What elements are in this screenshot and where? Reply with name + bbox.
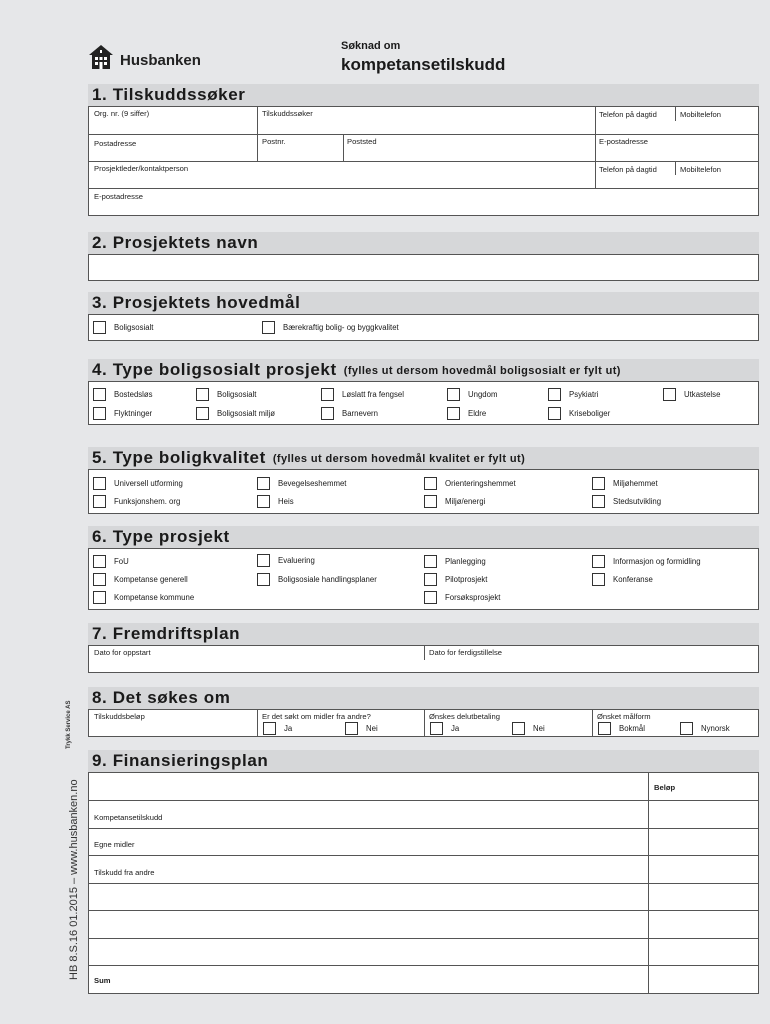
section-note: (fylles ut dersom hovedmål boligsosialt er fylt ut) bbox=[343, 365, 621, 377]
postal-address-field[interactable]: Postadresse bbox=[94, 139, 137, 148]
section-7-progress-plan bbox=[88, 623, 759, 673]
section-title: 2. Prosjektets navn bbox=[92, 233, 259, 252]
section-1-applicant bbox=[88, 84, 759, 216]
phone-field[interactable]: Telefon på dagtid bbox=[599, 110, 657, 119]
document-title bbox=[341, 40, 505, 75]
husbanken-logo bbox=[88, 44, 201, 70]
email-field[interactable]: E-postadresse bbox=[599, 137, 648, 146]
husbanken-logo-icon bbox=[88, 44, 114, 70]
checkbox-planlegging[interactable]: Planlegging bbox=[424, 555, 486, 568]
checkbox-konferanse[interactable]: Konferanse bbox=[592, 573, 653, 586]
section-8-application bbox=[88, 687, 759, 737]
checkbox-boligsosialt[interactable]: Boligsosialt bbox=[196, 388, 256, 401]
section-note: (fylles ut dersom hovedmål kvalitet er fylt ut) bbox=[272, 453, 526, 465]
checkbox-informasjon[interactable]: Informasjon og formidling bbox=[592, 555, 701, 568]
section-title: 8. Det søkes om bbox=[92, 688, 231, 707]
checkbox-boligsosialt-miljo[interactable]: Boligsosialt miljø bbox=[196, 407, 275, 420]
section-9-financing-plan bbox=[88, 750, 759, 994]
postal-place-field[interactable]: Poststed bbox=[347, 137, 377, 146]
checkbox-fou[interactable]: FoU bbox=[93, 555, 129, 568]
section-2-project-name bbox=[88, 232, 759, 281]
checkbox-orienteringshemmet[interactable]: Orienteringshemmet bbox=[424, 477, 516, 490]
checkbox-kompetanse-generell[interactable]: Kompetanse generell bbox=[93, 573, 188, 586]
checkbox-evaluering[interactable]: Evaluering bbox=[257, 554, 315, 567]
postal-code-field[interactable]: Postnr. bbox=[262, 137, 286, 146]
row-tilskudd-fra-andre: Tilskudd fra andre bbox=[94, 868, 155, 877]
checkbox-loslatt[interactable]: Løslatt fra fengsel bbox=[321, 388, 404, 401]
checkbox-nynorsk[interactable]: Nynorsk bbox=[680, 722, 730, 735]
contact-email-field[interactable]: E-postadresse bbox=[94, 192, 143, 201]
section-title: 6. Type prosjekt bbox=[92, 527, 230, 546]
checkbox-forsoksprosjekt[interactable]: Forsøksprosjekt bbox=[424, 591, 500, 604]
checkbox-bevegelseshemmet[interactable]: Bevegelseshemmet bbox=[257, 477, 346, 490]
checkbox-other-ja[interactable]: Ja bbox=[263, 722, 292, 735]
checkbox-handlingsplaner[interactable]: Boligsosiale handlingsplaner bbox=[257, 573, 377, 586]
checkbox-boligsosialt[interactable]: Boligsosialt bbox=[93, 321, 153, 334]
applicant-fields bbox=[88, 106, 759, 216]
section-title: 1. Tilskuddssøker bbox=[92, 85, 246, 104]
title-big: kompetansetilskudd bbox=[341, 55, 506, 74]
checkbox-delut-ja[interactable]: Ja bbox=[430, 722, 459, 735]
mobile-field[interactable]: Mobiltelefon bbox=[680, 110, 721, 119]
section-5-housing-quality bbox=[88, 447, 759, 514]
applicant-name-field[interactable]: Tilskuddssøker bbox=[262, 109, 313, 118]
end-date-field[interactable]: Dato for ferdigstillelse bbox=[429, 648, 503, 657]
checkbox-baerekraftig[interactable]: Bærekraftig bolig- og byggkvalitet bbox=[262, 321, 399, 334]
checkbox-ungdom[interactable]: Ungdom bbox=[447, 388, 497, 401]
section-title: 4. Type boligsosialt prosjekt bbox=[92, 360, 337, 379]
printer-name: Trykk Service AS bbox=[66, 700, 72, 749]
checkbox-miljo-energi[interactable]: Miljø/energi bbox=[424, 495, 485, 508]
checkbox-universell-utforming[interactable]: Universell utforming bbox=[93, 477, 183, 490]
contact-phone-field[interactable]: Telefon på dagtid bbox=[599, 165, 657, 174]
checkbox-kompetanse-kommune[interactable]: Kompetanse kommune bbox=[93, 591, 194, 604]
checkbox-barnevern[interactable]: Barnevern bbox=[321, 407, 378, 420]
checkbox-bokmal[interactable]: Bokmål bbox=[598, 722, 645, 735]
logo-text: Husbanken bbox=[120, 52, 201, 69]
section-title: 3. Prosjektets hovedmål bbox=[92, 293, 301, 312]
contact-mobile-field[interactable]: Mobiltelefon bbox=[680, 165, 721, 174]
row-kompetansetilskudd: Kompetansetilskudd bbox=[94, 813, 163, 822]
contact-person-field[interactable]: Prosjektleder/kontaktperson bbox=[94, 164, 189, 173]
section-6-project-type bbox=[88, 526, 759, 610]
checkbox-psykiatri[interactable]: Psykiatri bbox=[548, 388, 598, 401]
row-sum: Sum bbox=[94, 976, 111, 985]
checkbox-kriseboliger[interactable]: Kriseboliger bbox=[548, 407, 610, 420]
checkbox-utkastelse[interactable]: Utkastelse bbox=[663, 388, 720, 401]
section-title: 5. Type boligkvalitet bbox=[92, 448, 266, 467]
language-label: Ønsket målform bbox=[597, 712, 651, 721]
checkbox-heis[interactable]: Heis bbox=[257, 495, 294, 508]
page-header bbox=[0, 0, 770, 84]
financing-table bbox=[88, 772, 759, 994]
project-name-field[interactable] bbox=[88, 254, 759, 281]
checkbox-other-nei[interactable]: Nei bbox=[345, 722, 378, 735]
section-title: 7. Fremdriftsplan bbox=[92, 624, 241, 643]
amount-column-header: Beløp bbox=[654, 783, 676, 792]
title-small: Søknad om bbox=[341, 40, 401, 52]
section-title: 9. Finansieringsplan bbox=[92, 751, 269, 770]
checkbox-flyktninger[interactable]: Flyktninger bbox=[93, 407, 152, 420]
checkbox-bostedslos[interactable]: Bostedsløs bbox=[93, 388, 153, 401]
form-code: HB 8.S.16 01.2015 – www.husbanken.no bbox=[68, 779, 80, 980]
checkbox-stedsutvikling[interactable]: Stedsutvikling bbox=[592, 495, 661, 508]
checkbox-eldre[interactable]: Eldre bbox=[447, 407, 486, 420]
start-date-field[interactable]: Dato for oppstart bbox=[94, 648, 151, 657]
checkbox-delut-nei[interactable]: Nei bbox=[512, 722, 545, 735]
checkbox-funksjonshem-org[interactable]: Funksjonshem. org bbox=[93, 495, 180, 508]
org-nr-field[interactable]: Org. nr. (9 siffer) bbox=[94, 109, 150, 118]
checkbox-pilotprosjekt[interactable]: Pilotprosjekt bbox=[424, 573, 487, 586]
section-4-social-housing-type bbox=[88, 359, 759, 425]
partial-payment-label: Ønskes delutbetaling bbox=[429, 712, 500, 721]
checkbox-miljohemmet[interactable]: Miljøhemmet bbox=[592, 477, 658, 490]
other-funding-label: Er det søkt om midler fra andre? bbox=[262, 712, 371, 721]
section-3-main-goal bbox=[88, 292, 759, 341]
amount-field[interactable]: Tilskuddsbeløp bbox=[94, 712, 145, 721]
row-egne-midler: Egne midler bbox=[94, 840, 135, 849]
